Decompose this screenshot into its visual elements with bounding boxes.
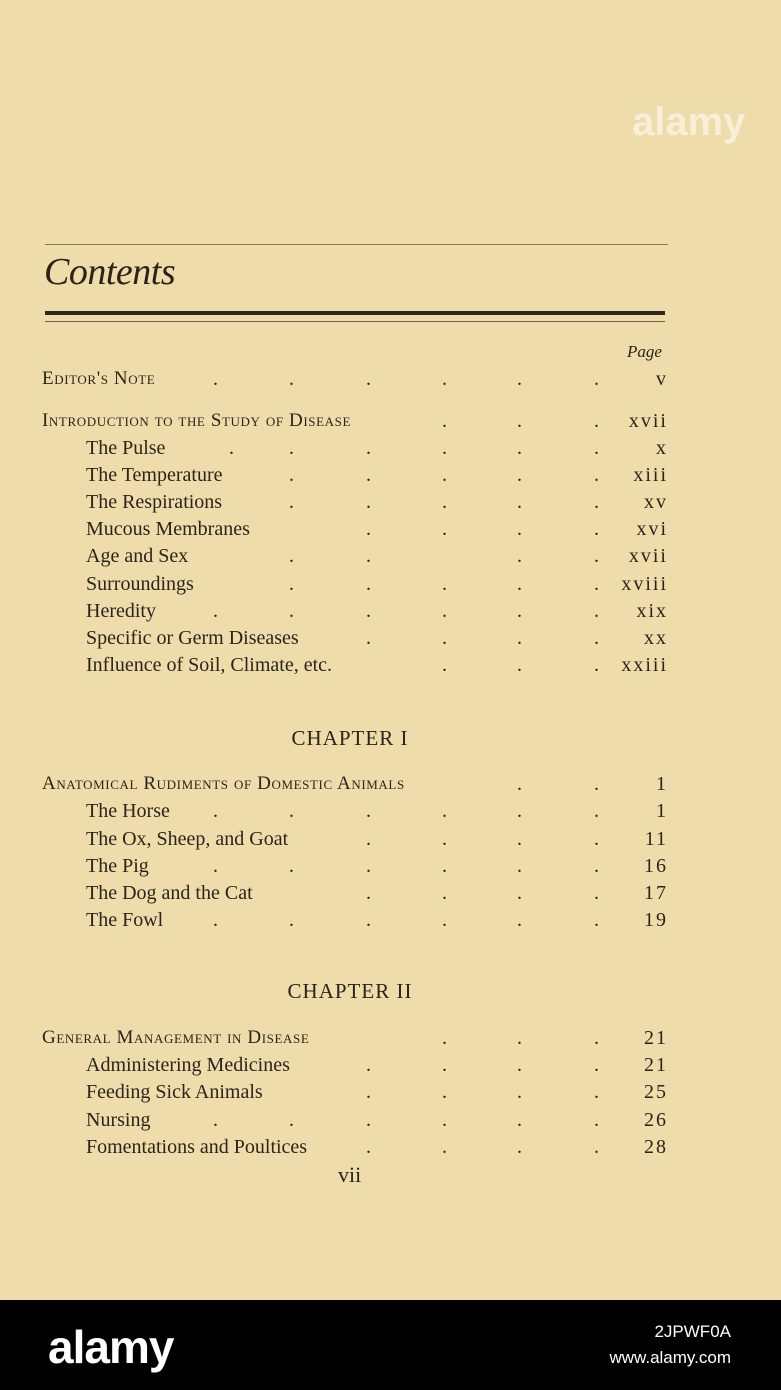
toc-entry: Specific or Germ Diseases . . . . xx bbox=[86, 627, 668, 649]
toc-entry-page: 21 bbox=[644, 1054, 668, 1076]
toc-entry-label: The Pulse bbox=[86, 437, 166, 459]
title-rule-thin bbox=[45, 321, 665, 322]
toc-entry-page: xix bbox=[636, 600, 668, 622]
toc-entry-label: The Pig bbox=[86, 855, 149, 877]
toc-entry-label: Administering Medicines bbox=[86, 1054, 290, 1076]
toc-entry-page: xviii bbox=[621, 573, 668, 595]
toc-entry-label: The Temperature bbox=[86, 464, 223, 486]
toc-entry: The Respirations . . . . . xv bbox=[86, 491, 668, 513]
toc-entry: Fomentations and Poultices . . . . 28 bbox=[86, 1136, 668, 1158]
toc-entry-label: Surroundings bbox=[86, 573, 194, 595]
toc-entry-label: Mucous Membranes bbox=[86, 518, 250, 540]
toc-entry-label: Editor's Note bbox=[42, 368, 156, 389]
toc-entry-page: xx bbox=[644, 627, 668, 649]
stock-footer-bar bbox=[0, 1300, 781, 1390]
chapter-heading: CHAPTER I bbox=[291, 726, 409, 750]
toc-entry: The Ox, Sheep, and Goat . . . . 11 bbox=[86, 828, 668, 850]
toc-entry-page: v bbox=[656, 368, 668, 390]
toc-entry-label: Nursing bbox=[86, 1109, 151, 1131]
toc-entry-label: Heredity bbox=[86, 600, 156, 622]
toc-entry: Administering Medicines . . . . 21 bbox=[86, 1054, 668, 1076]
toc-entry: Introduction to the Study of Disease . . . xvii bbox=[42, 410, 668, 432]
toc-entry-label: Specific or Germ Diseases bbox=[86, 627, 299, 649]
toc-entry-label: Introduction to the Study of Disease bbox=[42, 410, 351, 431]
site-url: www.alamy.com bbox=[609, 1348, 731, 1367]
toc-entry-label: General Management in Disease bbox=[42, 1027, 310, 1048]
toc-entry: Mucous Membranes . . . . xvi bbox=[86, 518, 668, 540]
toc-entry-label: Age and Sex bbox=[86, 545, 189, 567]
page-column-label: Page bbox=[627, 342, 662, 361]
toc-entry-page: xiii bbox=[633, 464, 668, 486]
toc-entry: The Pig . . . . . . 16 bbox=[86, 855, 668, 877]
page-title: Contents bbox=[44, 251, 176, 293]
toc-entry: Heredity . . . . . . xix bbox=[86, 600, 668, 622]
toc-entry: Surroundings . . . . . xviii bbox=[86, 573, 668, 595]
toc-entry-page: 28 bbox=[644, 1136, 668, 1158]
toc-entry-page: 11 bbox=[644, 828, 668, 850]
toc-entry-page: xxiii bbox=[621, 654, 668, 676]
toc-entry-page: xvi bbox=[636, 518, 668, 540]
toc-entry-label: Influence of Soil, Climate, etc. bbox=[86, 654, 333, 676]
toc-entry-label: The Fowl bbox=[86, 909, 164, 931]
toc-entry-label: Feeding Sick Animals bbox=[86, 1081, 263, 1103]
toc-entry-page: 19 bbox=[644, 909, 668, 931]
alamy-logo: alamy bbox=[48, 1321, 174, 1373]
toc-entry: Editor's Note . . . . . . v bbox=[42, 368, 668, 390]
toc-entry: The Fowl . . . . . . 19 bbox=[86, 909, 668, 931]
toc-entry-page: 25 bbox=[644, 1081, 668, 1103]
top-rule bbox=[45, 244, 668, 245]
toc-entry: Nursing . . . . . . 26 bbox=[86, 1109, 668, 1131]
toc-entry: The Temperature . . . . . xiii bbox=[86, 464, 668, 486]
toc-entry-label: Anatomical Rudiments of Domestic Animals bbox=[42, 773, 405, 794]
toc-entry-page: xv bbox=[644, 491, 668, 513]
toc-entry: Influence of Soil, Climate, etc. . . . xxiii bbox=[86, 654, 668, 676]
image-id: 2JPWF0A bbox=[654, 1322, 731, 1341]
toc-entry-page: 16 bbox=[644, 855, 668, 877]
toc-entry: The Dog and the Cat . . . . 17 bbox=[86, 882, 668, 904]
toc-entry-label: The Ox, Sheep, and Goat bbox=[86, 828, 289, 850]
toc-entry-page: 1 bbox=[656, 773, 668, 795]
title-rule-thick bbox=[45, 311, 665, 315]
toc-entry-label: The Horse bbox=[86, 800, 170, 822]
toc-entry-label: The Dog and the Cat bbox=[86, 882, 253, 904]
toc-entry-page: 26 bbox=[644, 1109, 668, 1131]
toc-entry: The Pulse . . . . . . x bbox=[86, 437, 668, 459]
watermark-logo: alamy bbox=[632, 100, 746, 144]
toc-entry: Age and Sex . . . . xvii bbox=[86, 545, 668, 567]
chapter-heading: CHAPTER II bbox=[287, 979, 413, 1003]
toc-entry-label: Fomentations and Poultices bbox=[86, 1136, 308, 1158]
toc-entry-page: 1 bbox=[656, 800, 668, 822]
toc-entry-page: xvii bbox=[628, 410, 668, 432]
toc-entry: Anatomical Rudiments of Domestic Animals . . 1 bbox=[42, 773, 668, 795]
toc-entry: The Horse . . . . . . 1 bbox=[86, 800, 668, 822]
page-folio: vii bbox=[338, 1162, 362, 1187]
toc-entry: Feeding Sick Animals . . . . 25 bbox=[86, 1081, 668, 1103]
toc-entry-page: xvii bbox=[628, 545, 668, 567]
toc-entry: General Management in Disease . . . 21 bbox=[42, 1027, 668, 1049]
toc-entry-label: The Respirations bbox=[86, 491, 223, 513]
toc-entry-page: 21 bbox=[644, 1027, 668, 1049]
toc-entry-page: x bbox=[656, 437, 668, 459]
toc-entry-page: 17 bbox=[644, 882, 668, 904]
